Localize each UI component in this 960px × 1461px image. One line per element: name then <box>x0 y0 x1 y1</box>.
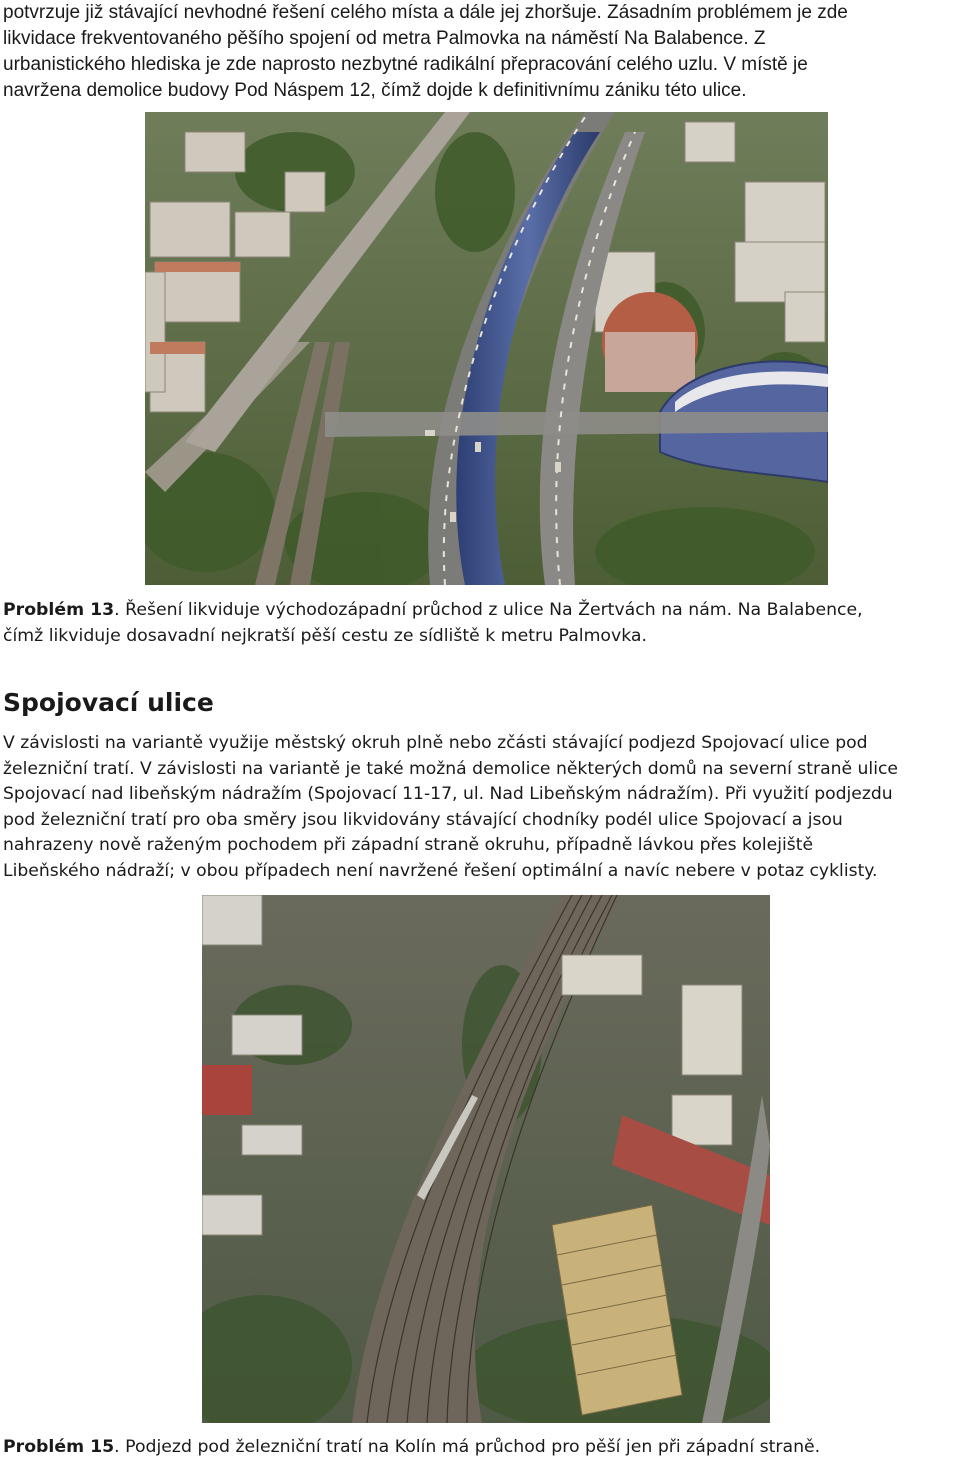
caption-label: Problém 13 <box>3 600 115 620</box>
paragraph-line: Libeňského nádraží; v obou případech není navržené řešení optimální a navíc nebere v potaz cyklisty. <box>3 860 878 881</box>
paragraph-line: pod železniční tratí pro oba směry jsou likvidovány stávající chodníky podél ulice Spojovací a jsou <box>3 809 843 830</box>
section-heading: Spojovací ulice <box>3 688 214 717</box>
intro-line: navržena demolice budovy Pod Náspem 12, čímž dojde k definitivnímu zániku této ulice. <box>3 80 747 101</box>
caption-text: čímž likviduje dosavadní nejkratší pěší cestu ze sídliště k metru Palmovka. <box>3 626 648 646</box>
paragraph-line: železniční tratí. V závislosti na variantě je také možná demolice některých domů na severní straně ulice <box>3 758 898 779</box>
aerial-photo-2-drawing <box>202 895 770 1423</box>
intro-line: potvrzuje již stávající nevhodné řešení celého místa a dále jej zhoršuje. Zásadním problémem je zde <box>3 2 848 23</box>
caption-label: Problém 15 <box>3 1437 115 1457</box>
aerial-photo-railway-station <box>202 895 770 1423</box>
caption-text: . Podjezd pod železniční tratí na Kolín má průchod pro pěší jen při západní straně. <box>114 1437 821 1457</box>
figure-caption-problem-15 <box>3 1434 953 1460</box>
paragraph-line: Spojovací nad libeňským nádražím (Spojovací 11-17, ul. Nad Libeňským nádražím). Při využití podjezdu <box>3 784 893 804</box>
aerial-photo-1-drawing <box>145 112 828 585</box>
paragraph-line: V závislosti na variantě využije městský okruh plně nebo zčásti stávající podjezd Spojovací ulice pod <box>3 733 868 753</box>
caption-text: . Řešení likviduje východozápadní průchod z ulice Na Žertvách na nám. Na Balabence, <box>114 600 863 620</box>
paragraph-line: nahrazeny nově raženým pochodem při západní straně okruhu, případně lávkou přes kolejiště <box>3 835 814 855</box>
intro-line: likvidace frekventovaného pěšího spojení od metra Palmovka na náměstí Na Balabence. Z <box>3 28 766 49</box>
intro-paragraph <box>3 0 953 104</box>
intro-line: urbanistického hlediska je zde naprosto nezbytné radikální přepracování celého uzlu. V místě je <box>3 54 808 75</box>
section-paragraph <box>3 731 953 884</box>
figure-caption-problem-13 <box>3 597 953 649</box>
aerial-visualization-road-junction <box>145 112 828 585</box>
